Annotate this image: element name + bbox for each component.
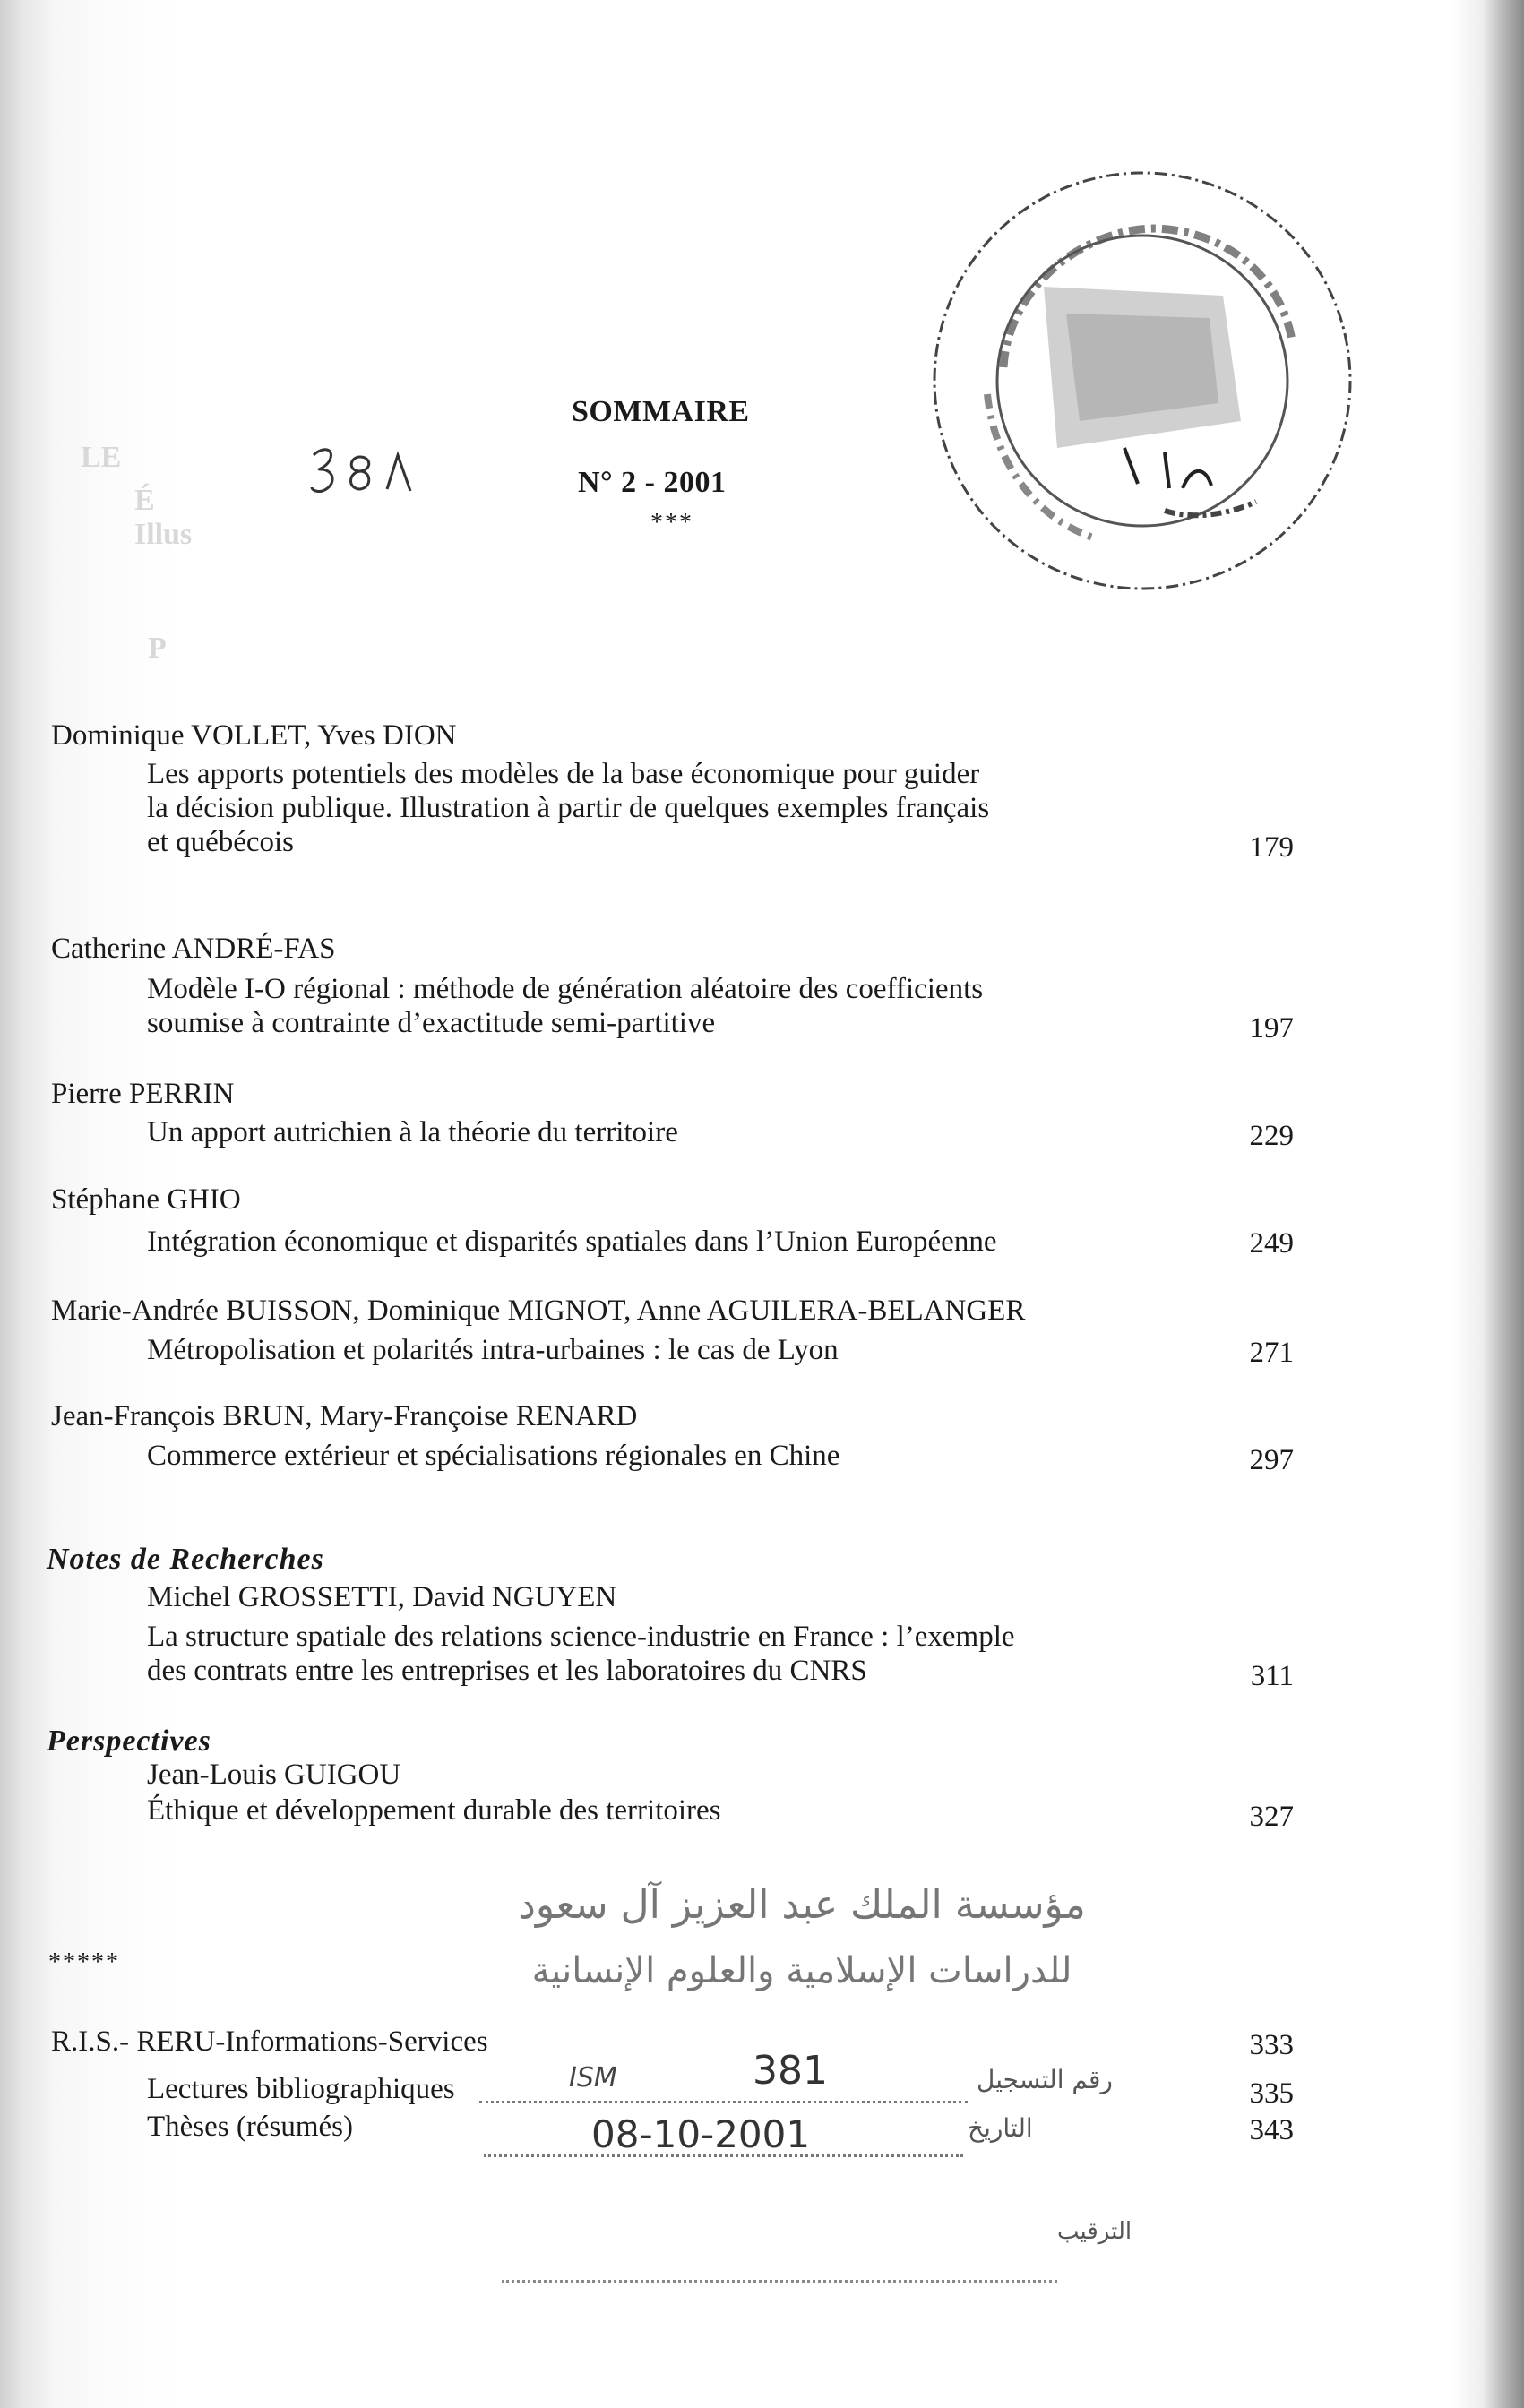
stamp-date-label: التاريخ	[968, 2113, 1033, 2143]
page-number: 343	[1249, 2114, 1294, 2146]
issue-number: N° 2 - 2001	[578, 466, 727, 499]
theses-label: Thèses (résumés)	[147, 2111, 354, 2143]
stamp-order-dotted-line	[502, 2280, 1057, 2283]
entry-title-line: soumise à contrainte d’exactitude semi-partitive	[147, 1007, 716, 1039]
stamp-institution-line: مؤسسة الملك عبد العزيز آل سعود	[518, 1882, 1086, 1928]
bleed-through-text: P	[148, 632, 167, 665]
page-number: 179	[1249, 831, 1294, 864]
stamp-reg-label: رقم التسجيل	[977, 2065, 1113, 2094]
entry-title-line: et québécois	[147, 826, 295, 858]
entry-authors: Stéphane GHIO	[51, 1183, 241, 1216]
entry-authors: Dominique VOLLET, Yves DION	[51, 719, 457, 752]
page-number: 249	[1249, 1227, 1294, 1260]
page-title: SOMMAIRE	[572, 395, 750, 428]
entry-title-line: Métropolisation et polarités intra-urbaines : le cas de Lyon	[147, 1334, 839, 1366]
entry-title-line: Les apports potentiels des modèles de la base économique pour guider	[147, 758, 980, 790]
ris-heading: R.I.S.- RERU-Informations-Services	[51, 2025, 488, 2058]
handwritten-reference-number	[305, 439, 439, 511]
bleed-through-text: É	[134, 484, 155, 517]
stamp-date-value: 08-10-2001	[591, 2112, 811, 2156]
entry-title-line: Modèle I-O régional : méthode de génération aléatoire des coefficients	[147, 973, 984, 1005]
bleed-through-text: Illus	[134, 518, 193, 551]
entry-title-line: Éthique et développement durable des territoires	[147, 1794, 721, 1827]
library-round-stamp	[923, 161, 1362, 600]
page-number: 335	[1249, 2077, 1294, 2110]
entry-title-line: Commerce extérieur et spécialisations régionales en Chine	[147, 1440, 840, 1472]
stamp-institution-line: للدراسات الإسلامية والعلوم الإنسانية	[531, 1950, 1072, 1991]
lectures-label: Lectures bibliographiques	[147, 2073, 455, 2105]
stamp-reg-prefix: ISM	[569, 2062, 617, 2094]
page-number: 229	[1249, 1120, 1294, 1152]
decorative-stars: ***	[650, 509, 693, 537]
entry-title-line: la décision publique. Illustration à partir de quelques exemples français	[147, 792, 990, 824]
stamp-reg-value: 381	[753, 2048, 828, 2094]
page-number: 297	[1249, 1444, 1294, 1476]
entry-title-line: Un apport autrichien à la théorie du territoire	[147, 1116, 678, 1148]
entry-authors: Marie-Andrée BUISSON, Dominique MIGNOT, Anne AGUILERA-BELANGER	[51, 1294, 1026, 1327]
stamp-reg-dotted-line	[479, 2101, 968, 2103]
entry-title-line: La structure spatiale des relations science-industrie en France : l’exemple	[147, 1621, 1015, 1653]
page-number: 197	[1249, 1012, 1294, 1045]
entry-authors: Catherine ANDRÉ-FAS	[51, 933, 336, 965]
section-heading-perspectives: Perspectives	[47, 1724, 211, 1758]
entry-authors: Pierre PERRIN	[51, 1078, 235, 1110]
entry-title-line: Intégration économique et disparités spatiales dans l’Union Européenne	[147, 1226, 997, 1258]
page-number: 333	[1249, 2029, 1294, 2061]
section-heading-notes: Notes de Recherches	[47, 1543, 324, 1576]
entry-authors: Jean-François BRUN, Mary-Françoise RENARD	[51, 1400, 638, 1432]
stamp-order-label: الترقيب	[1057, 2218, 1132, 2245]
page-number: 311	[1250, 1660, 1294, 1692]
entry-authors: Jean-Louis GUIGOU	[147, 1759, 401, 1791]
decorative-stars: *****	[48, 1948, 120, 1976]
entry-authors: Michel GROSSETTI, David NGUYEN	[147, 1581, 617, 1613]
entry-title-line: des contrats entre les entreprises et les laboratoires du CNRS	[147, 1655, 867, 1687]
bleed-through-text: LE	[81, 441, 122, 474]
page-number: 327	[1249, 1801, 1294, 1833]
page-number: 271	[1249, 1337, 1294, 1369]
